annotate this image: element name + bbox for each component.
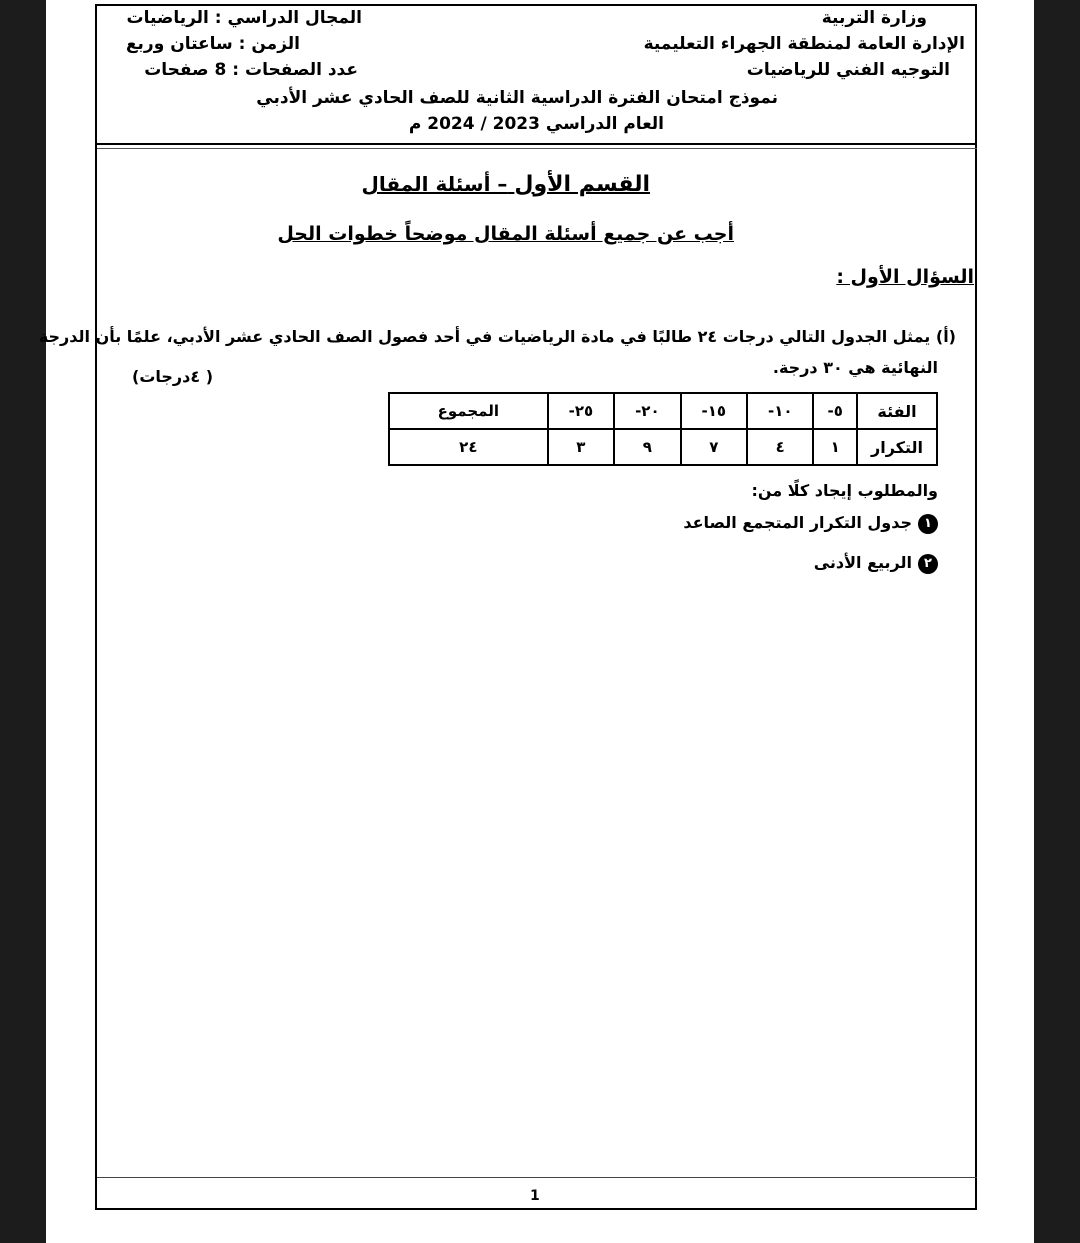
required-label: والمطلوب إيجاد كلًا من:: [751, 481, 938, 500]
question-text-line1: (أ) يمثل الجدول التالي درجات ٢٤ طالبًا في مادة الرياضيات في أحد فصول الصف الحادي عشر الأدبي، علمًا بأن الدرجة: [38, 327, 956, 346]
exam-duration: الزمن : ساعتان وربع: [125, 34, 300, 54]
ministry-name: وزارة التربية: [821, 8, 927, 28]
frequency-table: [388, 392, 938, 466]
exam-title: نموذج امتحان الفترة الدراسية الثانية للصف الحادي عشر الأدبي: [256, 88, 778, 108]
page-count: عدد الصفحات : 8 صفحات: [144, 60, 358, 80]
number-two-icon: ٢: [918, 554, 938, 574]
table-cell-total: ٢٤: [389, 429, 548, 465]
section-title-bold: القسم الأول: [514, 172, 650, 197]
table-cell: ١٠-: [747, 393, 813, 429]
page-number: 1: [530, 1188, 540, 1204]
table-cell: ٥-: [813, 393, 857, 429]
required-item-1: [683, 513, 938, 534]
supervision-name: التوجيه الفني للرياضيات: [746, 60, 950, 80]
table-cell: ٩: [614, 429, 680, 465]
table-cell: ١: [813, 429, 857, 465]
section-instruction: أجب عن جميع أسئلة المقال موضحاً خطوات الحل: [277, 223, 734, 245]
table-row-classes: [389, 393, 937, 429]
directorate-name: الإدارة العامة لمنطقة الجهراء التعليمية: [643, 34, 965, 54]
table-cell-total-label: المجموع: [389, 393, 548, 429]
footer-divider: [97, 1177, 977, 1178]
required-item-2: [814, 553, 938, 574]
section-title: [361, 172, 650, 197]
number-one-icon: ١: [918, 514, 938, 534]
table-row-frequencies: [389, 429, 937, 465]
table-cell: ٢٠-: [614, 393, 680, 429]
table-cell: ٣: [548, 429, 614, 465]
question-text-line2: النهائية هي ٣٠ درجة.: [772, 358, 938, 377]
subject-field: المجال الدراسي : الرياضيات: [126, 8, 362, 28]
question-marks: ( ٤درجات): [132, 367, 214, 386]
row-label-class: الفئة: [857, 393, 937, 429]
table-cell: ١٥-: [681, 393, 747, 429]
header-divider: [97, 143, 977, 145]
section-title-rest: – أسئلة المقال: [361, 172, 508, 196]
header-divider-thin: [97, 148, 977, 149]
required-item-text: الربيع الأدنى: [813, 553, 912, 572]
question-label: السؤال الأول :: [836, 266, 974, 288]
table-cell: ٤: [747, 429, 813, 465]
table-cell: ٢٥-: [548, 393, 614, 429]
table-cell: ٧: [681, 429, 747, 465]
row-label-frequency: التكرار: [857, 429, 937, 465]
required-item-text: جدول التكرار المتجمع الصاعد: [683, 513, 912, 532]
academic-year: العام الدراسي 2023 / 2024 م: [408, 114, 664, 134]
